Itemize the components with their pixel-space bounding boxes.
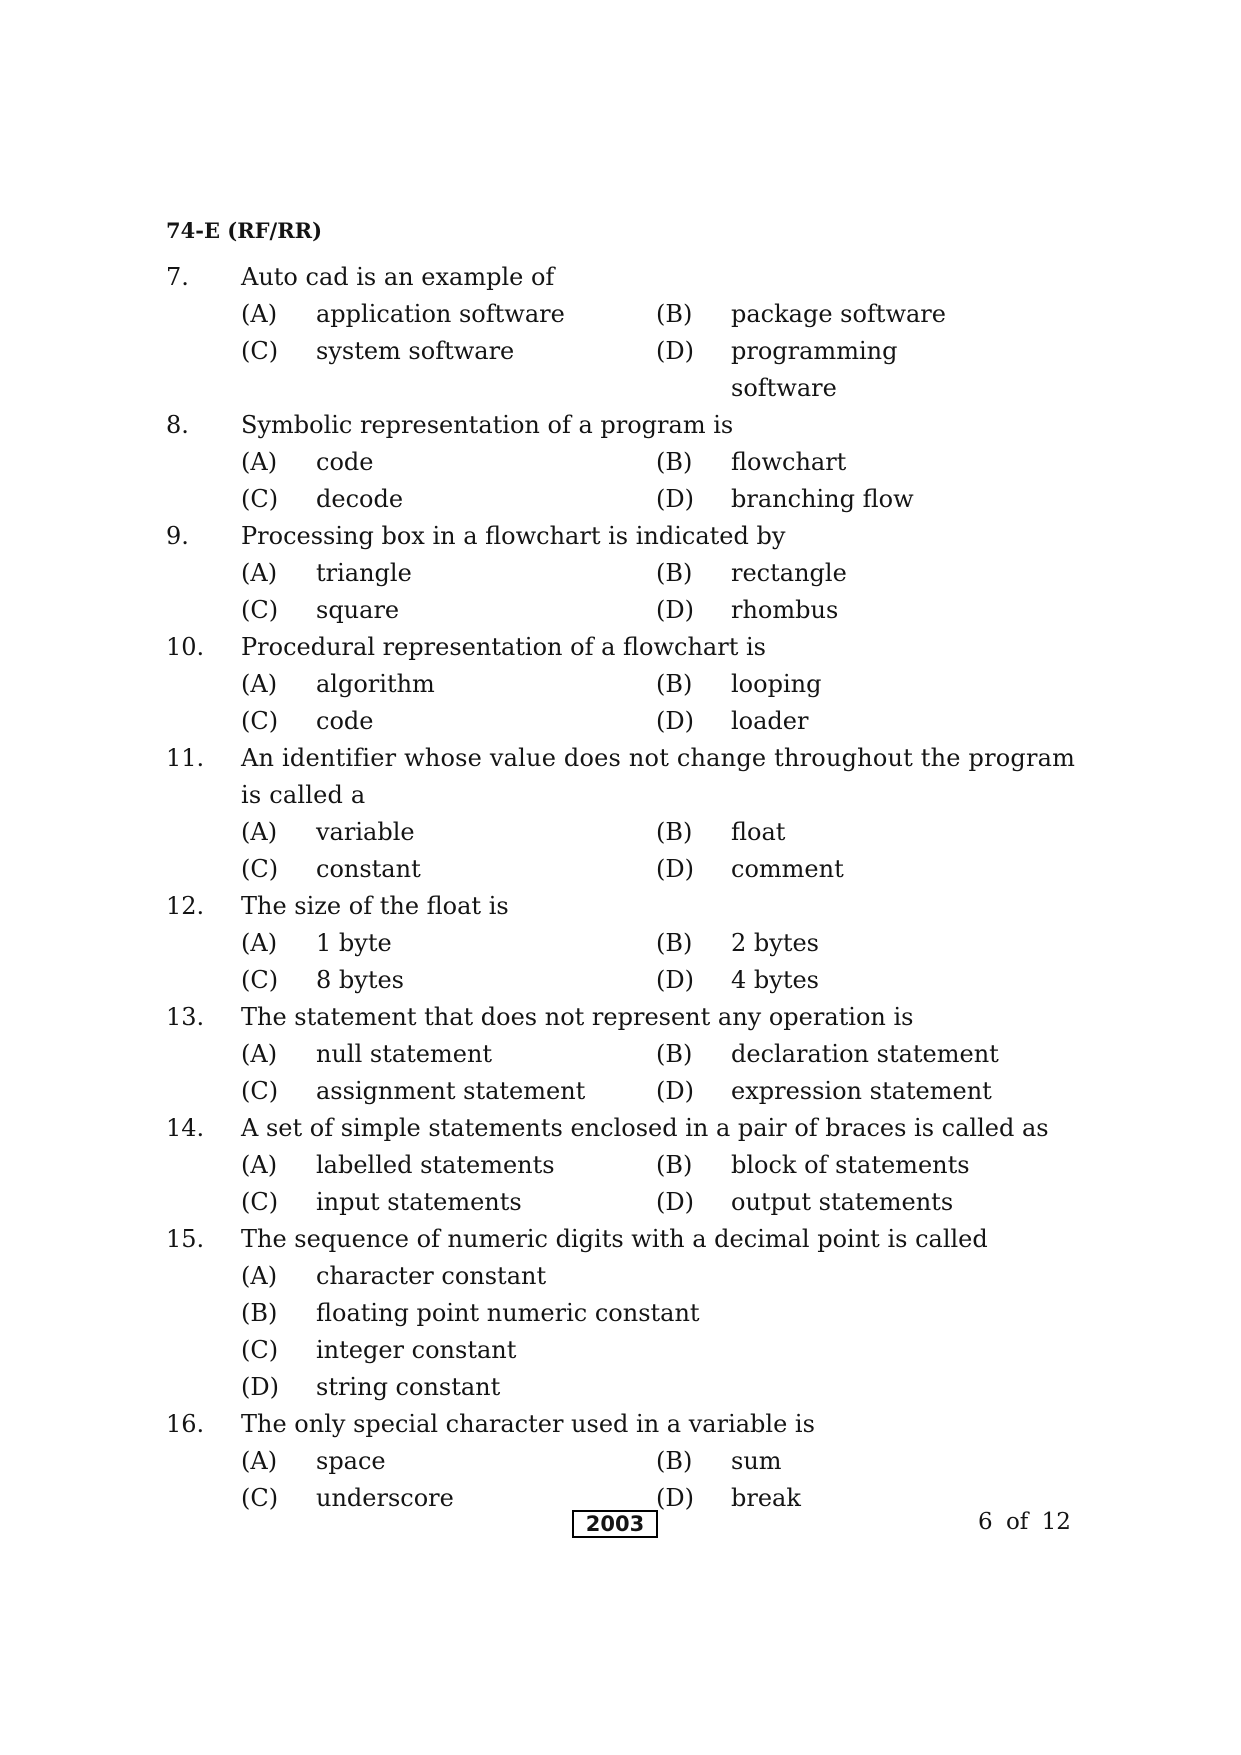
option xyxy=(656,1147,1001,1184)
question xyxy=(166,740,1086,888)
question xyxy=(166,888,1086,999)
option xyxy=(241,592,656,629)
option-label: (A) xyxy=(241,1262,278,1290)
option-label: (D) xyxy=(656,1188,694,1216)
option-label: (A) xyxy=(241,448,278,476)
question-number: 16. xyxy=(166,1410,205,1438)
option-text: code xyxy=(316,448,374,476)
option xyxy=(241,1295,1086,1332)
option xyxy=(656,555,1001,592)
option xyxy=(656,1443,1001,1480)
option xyxy=(241,1369,1086,1406)
question-text: An identifier whose value does not change throughout the program is called a xyxy=(241,744,1076,809)
option xyxy=(241,333,656,407)
option-label: (C) xyxy=(241,1077,279,1105)
option-text: break xyxy=(731,1484,801,1512)
option xyxy=(241,851,656,888)
option-text: 4 bytes xyxy=(731,966,819,994)
option-text: sum xyxy=(731,1447,782,1475)
option-label: (D) xyxy=(656,1484,694,1512)
option xyxy=(241,1036,656,1073)
option xyxy=(241,1184,656,1221)
question xyxy=(166,1110,1086,1221)
option-label: (D) xyxy=(656,707,694,735)
question-number: 13. xyxy=(166,1003,205,1031)
option-label: (B) xyxy=(656,670,693,698)
options xyxy=(241,444,1086,518)
options xyxy=(241,1036,1086,1110)
question-list xyxy=(166,259,1086,1517)
booklet-code-box: 2003 xyxy=(572,1510,658,1538)
question-number: 7. xyxy=(166,263,189,291)
option xyxy=(656,814,1001,851)
question-number: 14. xyxy=(166,1114,205,1142)
option-text: float xyxy=(731,818,786,846)
option-text: underscore xyxy=(316,1484,454,1512)
option-text: string constant xyxy=(316,1373,501,1401)
question-text: A set of simple statements enclosed in a pair of braces is called as xyxy=(241,1114,1049,1142)
options xyxy=(241,1443,1086,1517)
option xyxy=(241,296,656,333)
option-text: loader xyxy=(731,707,809,735)
option xyxy=(241,444,656,481)
option xyxy=(656,925,1001,962)
option-text: space xyxy=(316,1447,386,1475)
option xyxy=(656,333,1001,407)
option-label: (D) xyxy=(656,855,694,883)
option-label: (B) xyxy=(656,818,693,846)
option-text: 8 bytes xyxy=(316,966,404,994)
question-text: The sequence of numeric digits with a decimal point is called xyxy=(241,1225,988,1253)
option xyxy=(241,703,656,740)
option-text: 1 byte xyxy=(316,929,392,957)
option-label: (A) xyxy=(241,559,278,587)
question-number: 10. xyxy=(166,633,205,661)
question xyxy=(166,1406,1086,1517)
option-label: (B) xyxy=(241,1299,278,1327)
option-label: (A) xyxy=(241,670,278,698)
options xyxy=(241,925,1086,999)
option-text: declaration statement xyxy=(731,1040,999,1068)
option xyxy=(241,1147,656,1184)
question xyxy=(166,629,1086,740)
option-label: (C) xyxy=(241,485,279,513)
option xyxy=(656,851,1001,888)
option-label: (C) xyxy=(241,1336,279,1364)
option-label: (B) xyxy=(656,1151,693,1179)
option xyxy=(656,444,1001,481)
option-text: code xyxy=(316,707,374,735)
question-text: Processing box in a flowchart is indicated by xyxy=(241,522,786,550)
option-label: (A) xyxy=(241,1151,278,1179)
option xyxy=(656,1036,1001,1073)
options xyxy=(241,814,1086,888)
option-text: 2 bytes xyxy=(731,929,819,957)
option-label: (A) xyxy=(241,1447,278,1475)
option-text: flowchart xyxy=(731,448,847,476)
option-label: (A) xyxy=(241,929,278,957)
option xyxy=(241,1443,656,1480)
option-label: (D) xyxy=(656,596,694,624)
question-number: 11. xyxy=(166,744,205,772)
option-label: (B) xyxy=(656,929,693,957)
option xyxy=(656,962,1001,999)
option xyxy=(656,1184,1001,1221)
options xyxy=(241,555,1086,629)
options xyxy=(241,666,1086,740)
option-label: (D) xyxy=(656,1077,694,1105)
option xyxy=(241,925,656,962)
page-code: 74-E (RF/RR) xyxy=(166,218,323,243)
option-label: (C) xyxy=(241,966,279,994)
option-text: output statements xyxy=(731,1188,954,1216)
option xyxy=(656,296,1001,333)
question xyxy=(166,407,1086,518)
option xyxy=(241,1258,1086,1295)
option-text: decode xyxy=(316,485,404,513)
page-number: 6 of 12 xyxy=(978,1509,1071,1535)
option-label: (C) xyxy=(241,1188,279,1216)
options xyxy=(241,1258,1086,1406)
question xyxy=(166,999,1086,1110)
option-text: programming software xyxy=(731,337,898,402)
option-text: system software xyxy=(316,337,515,365)
option-label: (B) xyxy=(656,300,693,328)
question-text: The statement that does not represent any operation is xyxy=(241,1003,914,1031)
option-label: (B) xyxy=(656,559,693,587)
option xyxy=(241,481,656,518)
question xyxy=(166,1221,1086,1406)
option-text: square xyxy=(316,596,400,624)
option xyxy=(241,1332,1086,1369)
option xyxy=(656,592,1001,629)
option-label: (A) xyxy=(241,1040,278,1068)
option-text: package software xyxy=(731,300,946,328)
option-label: (C) xyxy=(241,337,279,365)
question-text: The only special character used in a variable is xyxy=(241,1410,815,1438)
question xyxy=(166,259,1086,407)
option-text: triangle xyxy=(316,559,412,587)
option-text: rhombus xyxy=(731,596,839,624)
option-text: looping xyxy=(731,670,822,698)
option xyxy=(656,703,1001,740)
question xyxy=(166,518,1086,629)
option-text: comment xyxy=(731,855,844,883)
question-number: 15. xyxy=(166,1225,205,1253)
option xyxy=(241,1073,656,1110)
option xyxy=(656,666,1001,703)
question-number: 9. xyxy=(166,522,189,550)
option-text: labelled statements xyxy=(316,1151,555,1179)
question-text: Auto cad is an example of xyxy=(241,263,555,291)
option-label: (C) xyxy=(241,596,279,624)
option xyxy=(241,814,656,851)
option-label: (D) xyxy=(656,485,694,513)
option-label: (C) xyxy=(241,1484,279,1512)
option-text: null statement xyxy=(316,1040,493,1068)
option-text: algorithm xyxy=(316,670,435,698)
option-text: constant xyxy=(316,855,421,883)
question-text: Symbolic representation of a program is xyxy=(241,411,734,439)
option-label: (C) xyxy=(241,707,279,735)
question-text: The size of the float is xyxy=(241,892,509,920)
option xyxy=(656,1073,1001,1110)
option-text: input statements xyxy=(316,1188,522,1216)
question-number: 8. xyxy=(166,411,189,439)
option-label: (D) xyxy=(241,1373,279,1401)
option xyxy=(241,666,656,703)
option xyxy=(656,481,1001,518)
options xyxy=(241,296,1086,407)
option-text: variable xyxy=(316,818,415,846)
option-label: (A) xyxy=(241,818,278,846)
option-text: rectangle xyxy=(731,559,847,587)
option-text: character constant xyxy=(316,1262,547,1290)
option-text: integer constant xyxy=(316,1336,517,1364)
option-label: (D) xyxy=(656,337,694,365)
option-label: (B) xyxy=(656,1447,693,1475)
option xyxy=(241,962,656,999)
option-text: block of statements xyxy=(731,1151,970,1179)
option xyxy=(241,555,656,592)
option-text: assignment statement xyxy=(316,1077,586,1105)
option-label: (B) xyxy=(656,1040,693,1068)
option-text: expression statement xyxy=(731,1077,992,1105)
option-label: (D) xyxy=(656,966,694,994)
option-text: application software xyxy=(316,300,565,328)
question-number: 12. xyxy=(166,892,205,920)
option-label: (A) xyxy=(241,300,278,328)
option-label: (B) xyxy=(656,448,693,476)
option-text: branching flow xyxy=(731,485,914,513)
question-text: Procedural representation of a flowchart is xyxy=(241,633,766,661)
options xyxy=(241,1147,1086,1221)
option-label: (C) xyxy=(241,855,279,883)
option-text: floating point numeric constant xyxy=(316,1299,700,1327)
option xyxy=(656,1480,1001,1517)
